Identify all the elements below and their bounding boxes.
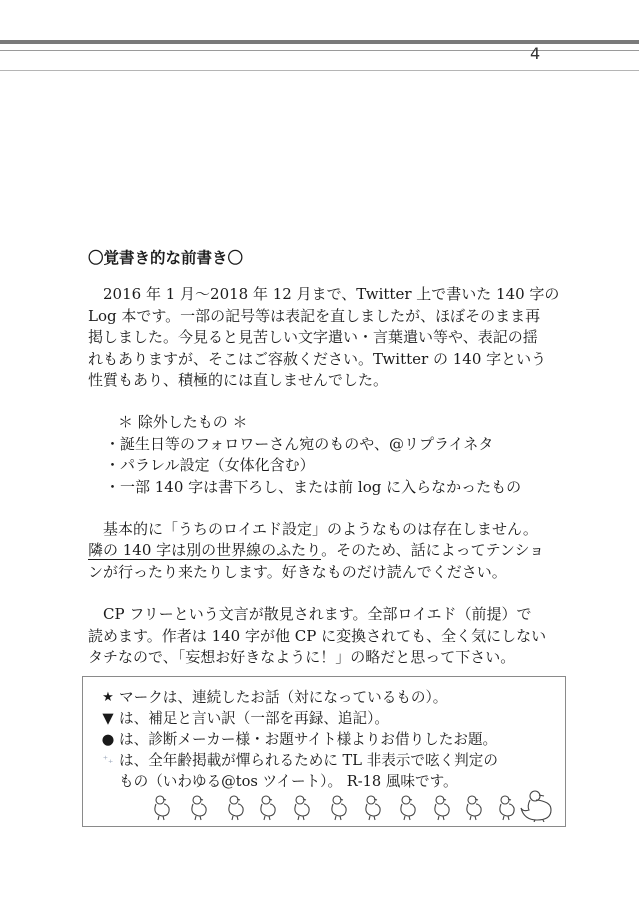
exclusion-item: ・一部 140 字は書下ろし、または前 log に入らなかったもの bbox=[105, 477, 522, 496]
underlined-phrase: 隣の 140 字は別の世界線のふたり bbox=[88, 541, 322, 560]
intro-line: Log 本です。一部の記号等は表記を直しましたが、ほぼそのまま再 bbox=[88, 306, 541, 325]
cp-line: タチなので、「妄想お好きなように！」の略だと思って下さい。 bbox=[88, 648, 516, 667]
intro-paragraph bbox=[88, 284, 566, 391]
settings-line-rest: 。そのため、話によってテンショ bbox=[321, 541, 545, 560]
settings-paragraph bbox=[88, 519, 566, 583]
intro-line: 掲しました。今見ると見苦しい文字遣い・言葉遣い等や、表記の揺 bbox=[88, 328, 538, 347]
preface-heading: 〇覚書き的な前書き〇 bbox=[88, 249, 244, 267]
header-rule-thin bbox=[0, 50, 639, 51]
cp-paragraph bbox=[88, 604, 566, 668]
page-number: 4 bbox=[530, 44, 541, 63]
chick-row-icon bbox=[151, 788, 561, 822]
preface-body bbox=[88, 248, 566, 669]
symbol-legend-box bbox=[82, 676, 566, 827]
exclusions-title: ＊ 除外したもの ＊ bbox=[118, 413, 248, 432]
legend-text: もの（いわゆる@tos ツイート）。 R-18 風味です。 bbox=[119, 773, 458, 790]
legend-row bbox=[97, 729, 565, 750]
settings-line bbox=[88, 540, 566, 561]
legend-text: は、補足と言い訳（一部を再録、追記）。 bbox=[119, 710, 389, 727]
cp-line: 読めます。作者は 140 字が他 CP に変換されても、全く気にしない bbox=[88, 626, 547, 645]
star-icon: ★ bbox=[102, 690, 114, 705]
intro-line: 性質もあり、積極的には直しませんでした。 bbox=[88, 371, 389, 390]
legend-row bbox=[97, 687, 565, 708]
legend-text: は、全年齢掲載が憚られるために TL 非表示で呟く判定の bbox=[119, 752, 498, 769]
legend-text: は、診断メーカー様・お題サイト様よりお借りしたお題。 bbox=[119, 731, 498, 748]
exclusion-item: ・パラレル設定（女体化含む） bbox=[105, 456, 315, 475]
header-rule-lower bbox=[0, 70, 639, 71]
circle-icon: ● bbox=[101, 731, 115, 748]
cp-line: CP フリーという文言が散見されます。全部ロイエド（前提）で bbox=[103, 605, 532, 624]
chick-icon bbox=[155, 791, 551, 822]
intro-line: 2016 年 1 月〜2018 年 12 月まで、Twitter 上で書いた 140 字の bbox=[103, 285, 560, 304]
settings-line: ンが行ったり来たりします。好きなものだけ読んでください。 bbox=[88, 562, 507, 581]
header-rule-thick bbox=[0, 40, 639, 44]
legend-row bbox=[97, 750, 565, 771]
triangle-down-icon: ▼ bbox=[102, 710, 114, 727]
exclusion-item: ・誕生日等のフォロワーさん宛のものや、@リプライネタ bbox=[105, 434, 494, 453]
sparkle-icon: ⁺₊ bbox=[102, 755, 114, 766]
legend-row bbox=[97, 708, 565, 729]
settings-line: 基本的に「うちのロイエド設定」のようなものは存在しません。 bbox=[103, 520, 538, 539]
legend-text: マークは、連続したお話（対になっているもの）。 bbox=[119, 689, 448, 706]
intro-line: れもありますが、そこはご容赦ください。Twitter の 140 字という bbox=[88, 349, 547, 368]
